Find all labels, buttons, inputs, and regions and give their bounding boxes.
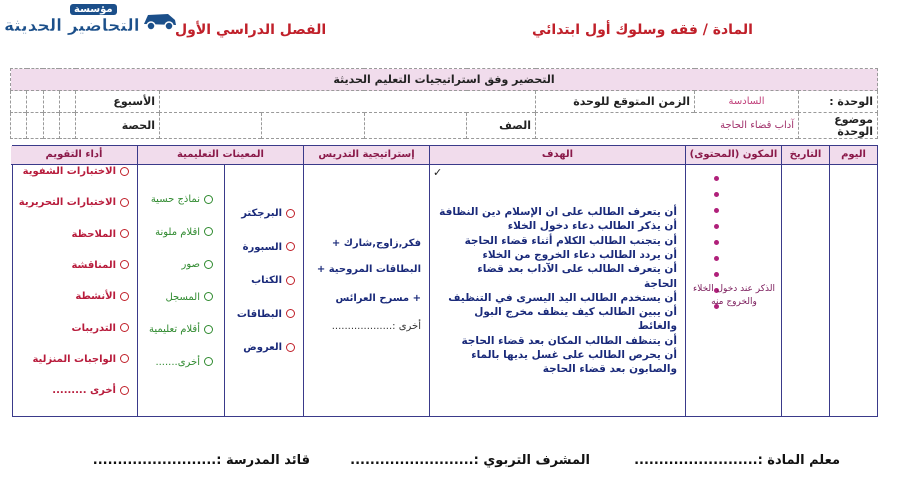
expected-time-value[interactable] [160, 91, 536, 113]
radio-ring-icon [120, 292, 129, 301]
content-text: الذكر عند دخول الخلاء والخروج منه [692, 284, 776, 307]
strategy-item: البطاقات المروحية + [316, 264, 421, 275]
assessment-item [32, 354, 129, 365]
unit-label: الوحدة : [799, 91, 878, 113]
assessment-label: الأنشطة [75, 291, 116, 303]
aid-item [151, 194, 213, 205]
aid-label: البرجكتر [241, 208, 282, 219]
assessment-item [72, 323, 129, 334]
content-bullet [714, 208, 719, 213]
aid-label: السبورة [242, 241, 282, 253]
assessment-item [75, 291, 129, 302]
week-cell-2[interactable] [43, 91, 59, 113]
radio-ring-icon [286, 242, 295, 251]
week-cell-1[interactable] [59, 91, 75, 113]
assessment-label: المناقشة [71, 259, 116, 271]
aid-item [241, 208, 295, 219]
assessment-item [52, 385, 129, 396]
objective-item: أن يبين الطالب كيف ينظف مخرج البول [474, 306, 677, 319]
aid-item [243, 242, 295, 253]
unit-topic-value: آداب قضاء الحاجة [536, 113, 799, 139]
radio-ring-icon [204, 357, 213, 366]
aid-label: نماذج حسية [150, 194, 200, 205]
assessment-label: الاختبارات الشفوية [22, 166, 116, 177]
radio-ring-icon [204, 227, 213, 236]
logo-big-text: التحاضير الحديثة [4, 16, 140, 36]
radio-ring-icon [120, 386, 129, 395]
day-column [829, 146, 877, 416]
objective-item: أن يذكر الطالب دعاء دخول الخلاء [507, 220, 677, 233]
objective-item: أن يردد الطالب دعاء الخروج من الخلاء [482, 248, 677, 261]
aid-item [251, 275, 295, 286]
supervisor-signature: المشرف التربوي :......................... [350, 453, 590, 468]
content-bullet [714, 176, 719, 181]
aid-label: المسجل [165, 291, 200, 303]
content-bullet [714, 240, 719, 245]
radio-ring-icon [286, 209, 295, 218]
aid-label: العروض [243, 342, 282, 353]
grade-cell-2[interactable] [262, 113, 364, 139]
content-bullet [714, 272, 719, 277]
objective-item: أن يتجنب الطالب الكلام أثناء قضاء الحاجة [464, 234, 677, 247]
strategy-item: فكر,زاوج,شارك + [331, 238, 421, 249]
objective-item: أن يحرص الطالب على غسل يديها بالماء [471, 349, 677, 361]
aid-label: الكتاب [251, 275, 282, 286]
objective-header: الهدف [430, 146, 685, 165]
strategy-header: إستراتيجية التدريس [304, 146, 429, 165]
aid-label: البطاقات [236, 308, 282, 320]
radio-ring-icon [120, 167, 129, 176]
strategy-column [303, 146, 429, 416]
grade-label: الصف [467, 113, 536, 139]
strategy-other: أخرى :................... [331, 321, 421, 332]
assessment-item [71, 260, 129, 271]
week-cell-3[interactable] [27, 91, 43, 113]
radio-ring-icon [204, 260, 213, 269]
aid-item [165, 292, 213, 303]
objective-column [429, 146, 685, 416]
principal-signature: قائد المدرسة :......................... [92, 453, 310, 468]
unit-topic-label: موضوع الوحدة [799, 113, 878, 139]
objective-item: أن يتعرف الطالب على ان الإسلام دين النظافة [439, 206, 677, 218]
objective-item: والغائط [637, 320, 677, 333]
date-column [781, 146, 829, 416]
aids-column [137, 146, 303, 416]
info-heading: التحضير وفق استراتيجيات التعليم الحديثة [11, 69, 878, 91]
aid-item [237, 309, 295, 320]
strategy-item: + مسرح العرائس [335, 293, 421, 304]
grade-cell-3[interactable] [160, 113, 262, 139]
radio-ring-icon [120, 198, 129, 207]
radio-ring-icon [120, 323, 129, 332]
content-bullet [714, 224, 719, 229]
content-bullet [714, 192, 719, 197]
teacher-signature: معلم المادة :......................... [634, 453, 840, 468]
radio-ring-icon [120, 260, 129, 269]
subject-title: المادة / فقه وسلوك أول ابتدائي [532, 22, 753, 38]
aid-item [149, 324, 213, 335]
aid-label: أقلام تعليمية [149, 324, 200, 335]
radio-ring-icon [204, 292, 213, 301]
radio-ring-icon [120, 229, 129, 238]
brand-logo [2, 2, 180, 44]
week-label: الأسبوع [76, 91, 160, 113]
week-cell-4[interactable] [11, 91, 27, 113]
grade-cell-1[interactable] [364, 113, 466, 139]
radio-ring-icon [204, 325, 213, 334]
period-cell-2[interactable] [43, 113, 59, 139]
period-label: الحصة [76, 113, 160, 139]
aids-header: المعينات التعليمية [138, 146, 303, 165]
period-cell-3[interactable] [27, 113, 43, 139]
aids-divider [224, 164, 225, 416]
assessment-item [19, 197, 129, 208]
content-column [685, 146, 781, 416]
period-cell-1[interactable] [59, 113, 75, 139]
assessment-label: الملاحظة [71, 228, 116, 240]
radio-ring-icon [204, 195, 213, 204]
semester-title: الفصل الدراسي الأول [175, 22, 327, 38]
logo-small-text: مؤسسة [70, 4, 117, 15]
aid-label: اقلام ملونة [155, 226, 200, 238]
expected-time-label: الزمن المتوقع للوحدة [536, 91, 695, 113]
aid-label: أخرى....... [155, 356, 200, 368]
objective-item: الحاجة [644, 277, 677, 290]
unit-value: السادسة [695, 91, 799, 113]
date-header: التاريخ [782, 146, 829, 165]
radio-ring-icon [120, 354, 129, 363]
objective-item: أن يتعرف الطالب على الآداب بعد قضاء [477, 263, 677, 276]
assessment-item [23, 166, 129, 177]
assessment-label: أخرى ......... [52, 385, 116, 397]
check-icon: ✓ [433, 166, 443, 179]
assessment-label: التدريبات [71, 322, 116, 334]
radio-ring-icon [286, 276, 295, 285]
assessment-header: أداء التقويم [11, 146, 137, 165]
radio-ring-icon [286, 343, 295, 352]
aid-item [155, 357, 213, 368]
radio-ring-icon [286, 309, 295, 318]
assessment-label: الواجبات المنزلية [32, 353, 116, 365]
day-header: اليوم [830, 146, 877, 165]
car-icon [142, 6, 178, 32]
aid-item [243, 342, 295, 353]
objective-item: أن يستخدم الطالب اليد اليسرى في التنظيف [448, 291, 677, 304]
aid-label: صور [181, 259, 200, 270]
aid-item [182, 259, 214, 270]
content-bullet [714, 256, 719, 261]
aid-item [155, 227, 213, 238]
assessment-item [72, 229, 130, 240]
assessment-label: الاختبارات التحريرية [18, 197, 116, 209]
assessment-column [11, 146, 137, 416]
lesson-plan-grid [12, 145, 878, 417]
content-header: المكون (المحتوى) [686, 146, 781, 165]
objective-item: والصابون بعد قضاء الحاجة [542, 363, 677, 376]
period-cell-4[interactable] [11, 113, 27, 139]
objective-item: أن يتنظف الطالب المكان بعد قضاء الحاجة [461, 334, 677, 347]
info-table [10, 68, 878, 139]
